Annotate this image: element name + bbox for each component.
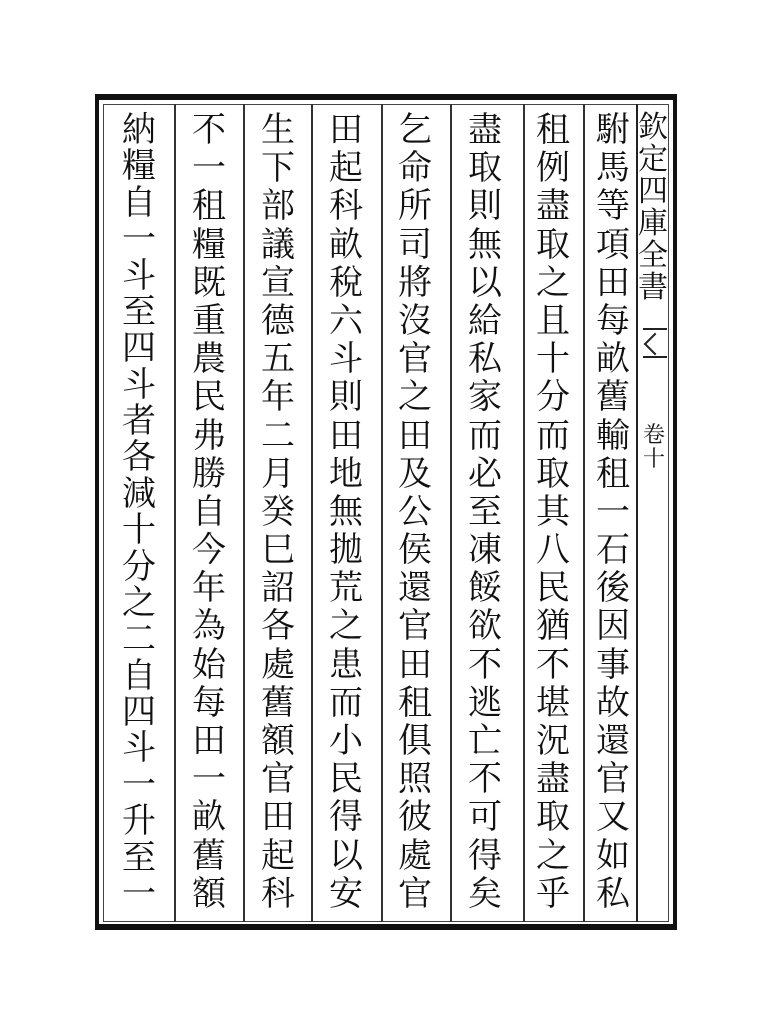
column-character: 年 — [192, 568, 226, 609]
title-character: 四 — [638, 174, 668, 209]
column-character: 取 — [536, 224, 570, 265]
column-character: 六 — [329, 300, 363, 341]
title-character: 庫 — [638, 206, 668, 241]
column-character: 租 — [398, 682, 432, 723]
column-character: 至 — [122, 291, 156, 332]
column-character: 各 — [122, 437, 156, 478]
column-character: 議 — [261, 224, 295, 265]
column-character: 例 — [536, 148, 570, 189]
column-character: 科 — [261, 873, 295, 914]
text-column-3 — [460, 112, 510, 912]
text-column-6 — [253, 112, 303, 912]
column-character: 取 — [536, 797, 570, 838]
column-character: 分 — [536, 377, 570, 418]
column-character: 田 — [329, 415, 363, 456]
column-character: 分 — [122, 546, 156, 587]
column-character: 不 — [192, 110, 226, 150]
column-character: 得 — [468, 835, 502, 876]
column-character: 十 — [122, 510, 156, 551]
column-character: 故 — [596, 682, 630, 723]
column-character: 額 — [261, 721, 295, 761]
column-divider — [523, 104, 525, 922]
column-character: 農 — [192, 339, 226, 380]
column-character: 項 — [596, 224, 630, 265]
column-character: 之 — [398, 377, 432, 418]
column-character: 各 — [261, 606, 295, 647]
column-character: 還 — [596, 721, 630, 761]
column-character: 之 — [536, 835, 570, 876]
column-character: 官 — [398, 606, 432, 647]
column-character: 舊 — [192, 835, 226, 876]
column-character: 一 — [122, 873, 156, 914]
column-character: 得 — [329, 797, 363, 838]
column-character: 拋 — [329, 530, 363, 571]
column-character: 宣 — [261, 262, 295, 303]
column-character: 因 — [596, 606, 630, 647]
column-character: 不 — [536, 644, 570, 685]
column-character: 起 — [329, 148, 363, 189]
title-character: 欽 — [638, 110, 668, 145]
column-character: 逃 — [468, 682, 502, 723]
column-character: 侯 — [398, 530, 432, 571]
column-character: 乎 — [536, 873, 570, 914]
column-character: 餒 — [468, 568, 502, 609]
column-character: 一 — [192, 759, 226, 800]
column-character: 斗 — [122, 364, 156, 405]
column-character: 納 — [122, 110, 156, 150]
title-character: 書 — [638, 270, 668, 305]
column-character: 沒 — [398, 300, 432, 341]
column-character: 年 — [261, 377, 295, 418]
column-character: 租 — [596, 453, 630, 494]
column-character: 馬 — [596, 148, 630, 189]
column-character: 駙 — [596, 110, 630, 150]
text-column-8 — [114, 112, 164, 912]
column-character: 每 — [596, 300, 630, 341]
column-character: 照 — [398, 759, 432, 800]
column-character: 凍 — [468, 530, 502, 571]
column-divider — [243, 104, 245, 922]
column-character: 事 — [596, 644, 630, 685]
column-character: 一 — [192, 148, 226, 189]
column-character: 斗 — [329, 339, 363, 380]
column-character: 官 — [398, 873, 432, 914]
column-character: 又 — [596, 797, 630, 838]
column-character: 一 — [122, 764, 156, 805]
text-column-5 — [321, 112, 371, 912]
column-character: 田 — [261, 797, 295, 838]
column-character: 後 — [596, 568, 630, 609]
column-divider — [311, 104, 313, 922]
column-character: 患 — [329, 644, 363, 685]
column-character: 四 — [122, 692, 156, 732]
text-column-7 — [184, 112, 234, 912]
column-character: 田 — [596, 262, 630, 303]
column-character: 安 — [329, 873, 363, 914]
column-character: 田 — [398, 644, 432, 685]
column-divider — [583, 104, 585, 922]
text-column-2 — [528, 112, 578, 912]
column-character: 斗 — [122, 255, 156, 296]
column-character: 私 — [596, 873, 630, 914]
column-character: 者 — [122, 401, 156, 441]
column-character: 之 — [122, 582, 156, 623]
column-character: 所 — [398, 186, 432, 227]
column-character: 舊 — [596, 377, 630, 418]
volume-character: 卷 — [642, 423, 665, 448]
column-character: 民 — [192, 377, 226, 418]
column-character: 德 — [261, 300, 295, 341]
column-character: 則 — [329, 377, 363, 418]
column-character: 生 — [261, 110, 295, 150]
column-character: 可 — [468, 797, 502, 838]
text-column-1 — [588, 112, 638, 912]
column-character: 自 — [122, 655, 156, 696]
column-divider — [174, 104, 176, 922]
column-character: 況 — [536, 721, 570, 761]
column-character: 八 — [536, 530, 570, 571]
column-character: 自 — [192, 491, 226, 532]
column-character: 私 — [468, 339, 502, 380]
column-character: 俱 — [398, 721, 432, 761]
column-character: 至 — [122, 837, 156, 878]
column-character: 以 — [468, 262, 502, 303]
column-character: 民 — [536, 568, 570, 609]
column-character: 租 — [536, 110, 570, 150]
column-character: 每 — [192, 682, 226, 723]
column-character: 五 — [261, 339, 295, 380]
column-character: 公 — [398, 491, 432, 532]
column-character: 荒 — [329, 568, 363, 609]
column-character: 四 — [122, 328, 156, 369]
column-character: 亡 — [468, 721, 502, 761]
column-character: 不 — [468, 759, 502, 800]
book-title — [637, 112, 669, 304]
column-character: 官 — [596, 759, 630, 800]
column-character: 既 — [192, 262, 226, 303]
column-character: 猶 — [536, 606, 570, 647]
column-character: 月 — [261, 453, 295, 494]
column-character: 彼 — [398, 797, 432, 838]
column-divider — [381, 104, 383, 922]
column-character: 至 — [468, 491, 502, 532]
column-character: 還 — [398, 568, 432, 609]
column-divider — [450, 104, 452, 922]
text-column-4 — [390, 112, 440, 912]
column-character: 盡 — [536, 186, 570, 227]
column-character: 勝 — [192, 453, 226, 494]
column-character: 盡 — [536, 759, 570, 800]
column-character: 自 — [122, 182, 156, 223]
column-character: 一 — [596, 491, 630, 532]
column-character: 減 — [122, 473, 156, 514]
column-character: 不 — [468, 644, 502, 685]
column-character: 斗 — [122, 728, 156, 769]
column-character: 二 — [122, 619, 156, 660]
column-character: 其 — [536, 491, 570, 532]
column-character: 弗 — [192, 415, 226, 456]
column-character: 等 — [596, 186, 630, 227]
column-character: 家 — [468, 377, 502, 418]
column-character: 巳 — [261, 530, 295, 571]
column-character: 畝 — [329, 224, 363, 265]
column-character: 輸 — [596, 415, 630, 456]
column-character: 之 — [329, 606, 363, 647]
column-character: 給 — [468, 300, 502, 341]
volume-label — [640, 424, 668, 472]
title-character: 全 — [638, 238, 668, 273]
column-character: 官 — [398, 339, 432, 380]
column-character: 稅 — [329, 262, 363, 303]
column-character: 石 — [596, 530, 630, 571]
column-character: 今 — [192, 530, 226, 571]
column-character: 租 — [192, 186, 226, 227]
column-character: 以 — [329, 835, 363, 876]
column-character: 欲 — [468, 606, 502, 647]
column-character: 畝 — [596, 339, 630, 380]
column-character: 乞 — [398, 110, 432, 150]
column-character: 部 — [261, 186, 295, 227]
column-character: 無 — [468, 224, 502, 265]
column-character: 而 — [329, 682, 363, 723]
column-character: 之 — [536, 262, 570, 303]
column-character: 始 — [192, 644, 226, 685]
column-character: 而 — [536, 415, 570, 456]
column-character: 糧 — [192, 224, 226, 265]
column-character: 處 — [398, 835, 432, 876]
column-character: 必 — [468, 453, 502, 494]
column-character: 田 — [398, 415, 432, 456]
column-character: 及 — [398, 453, 432, 494]
fish-tail-mark-icon — [643, 328, 667, 358]
volume-character: 十 — [642, 447, 665, 472]
column-character: 糧 — [122, 146, 156, 187]
column-character: 田 — [329, 110, 363, 150]
column-character: 處 — [261, 644, 295, 685]
column-character: 則 — [468, 186, 502, 227]
column-character: 如 — [596, 835, 630, 876]
column-character: 舊 — [261, 682, 295, 723]
column-character: 升 — [122, 801, 156, 842]
column-character: 民 — [329, 759, 363, 800]
column-character: 起 — [261, 835, 295, 876]
title-character: 定 — [638, 142, 668, 177]
column-character: 詔 — [261, 568, 295, 609]
column-character: 二 — [261, 415, 295, 456]
column-character: 盡 — [468, 110, 502, 150]
column-character: 取 — [468, 148, 502, 189]
column-character: 十 — [536, 339, 570, 380]
column-character: 官 — [261, 759, 295, 800]
column-character: 矣 — [468, 873, 502, 914]
column-character: 科 — [329, 186, 363, 227]
column-character: 取 — [536, 453, 570, 494]
column-character: 且 — [536, 300, 570, 341]
column-character: 堪 — [536, 682, 570, 723]
column-character: 地 — [329, 453, 363, 494]
column-character: 癸 — [261, 491, 295, 532]
column-character: 下 — [261, 148, 295, 189]
column-character: 額 — [192, 873, 226, 914]
column-character: 司 — [398, 224, 432, 265]
column-character: 為 — [192, 606, 226, 647]
column-character: 畝 — [192, 797, 226, 838]
column-character: 一 — [122, 219, 156, 260]
column-character: 而 — [468, 415, 502, 456]
column-character: 重 — [192, 300, 226, 341]
column-character: 小 — [329, 721, 363, 761]
column-character: 將 — [398, 262, 432, 303]
column-character: 無 — [329, 491, 363, 532]
column-character: 命 — [398, 148, 432, 189]
column-character: 田 — [192, 721, 226, 761]
